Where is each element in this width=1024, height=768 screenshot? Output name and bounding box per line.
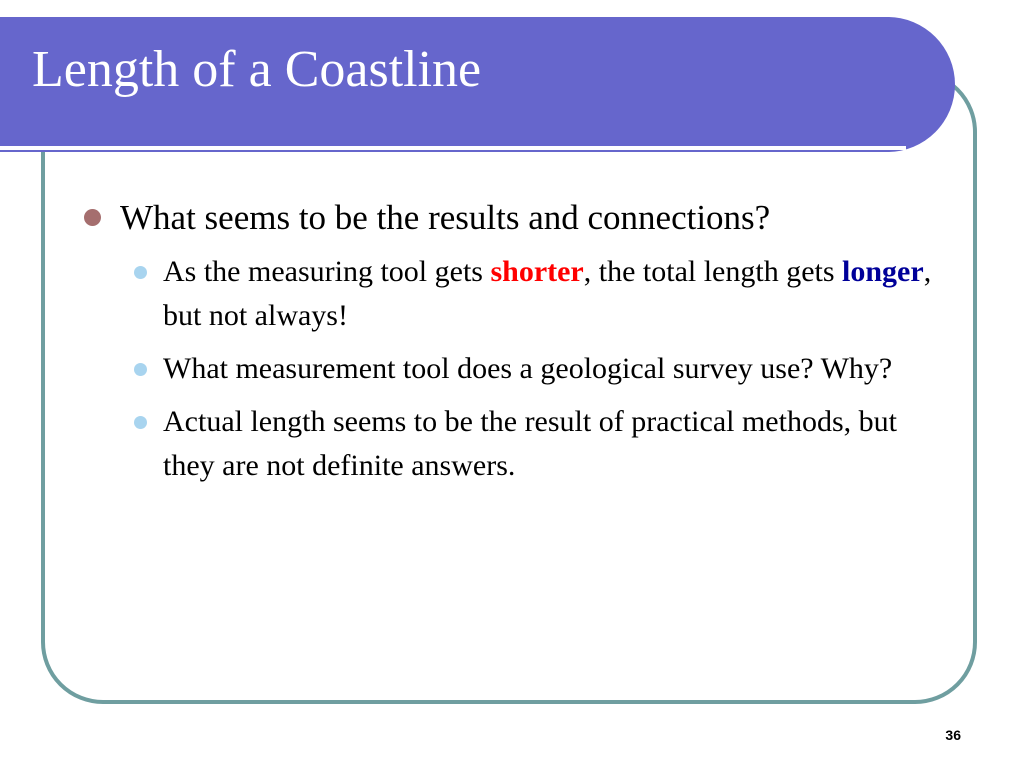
sub-bullet-2 <box>134 347 954 391</box>
sub-bullet-1-text-b: , the total length gets <box>583 255 843 288</box>
page-number: 36 <box>945 727 961 743</box>
sub-bullet-3 <box>134 400 954 488</box>
main-bullet <box>84 192 954 244</box>
title-underline <box>0 146 906 150</box>
bullet-dot-icon <box>134 363 147 376</box>
slide-content <box>84 192 954 497</box>
bullet-dot-icon <box>134 266 147 279</box>
main-bullet-text: What seems to be the results and connections? <box>120 198 771 237</box>
sub-bullet-2-text: What measurement tool does a geological survey use? Why? <box>163 352 893 385</box>
bullet-dot-icon <box>134 416 147 429</box>
bullet-dot-icon <box>84 209 101 226</box>
slide-title: Length of a Coastline <box>32 41 482 98</box>
emphasis-longer: longer <box>842 255 924 288</box>
sub-bullet-list <box>84 250 954 488</box>
sub-bullet-1-text-a: As the measuring tool gets <box>163 255 491 288</box>
sub-bullet-1-text-c: , but not always! <box>163 255 932 332</box>
emphasis-shorter: shorter <box>490 255 584 288</box>
sub-bullet-3-text: Actual length seems to be the result of practical methods, but they are not definite answers. <box>163 405 897 482</box>
sub-bullet-1 <box>134 250 954 338</box>
